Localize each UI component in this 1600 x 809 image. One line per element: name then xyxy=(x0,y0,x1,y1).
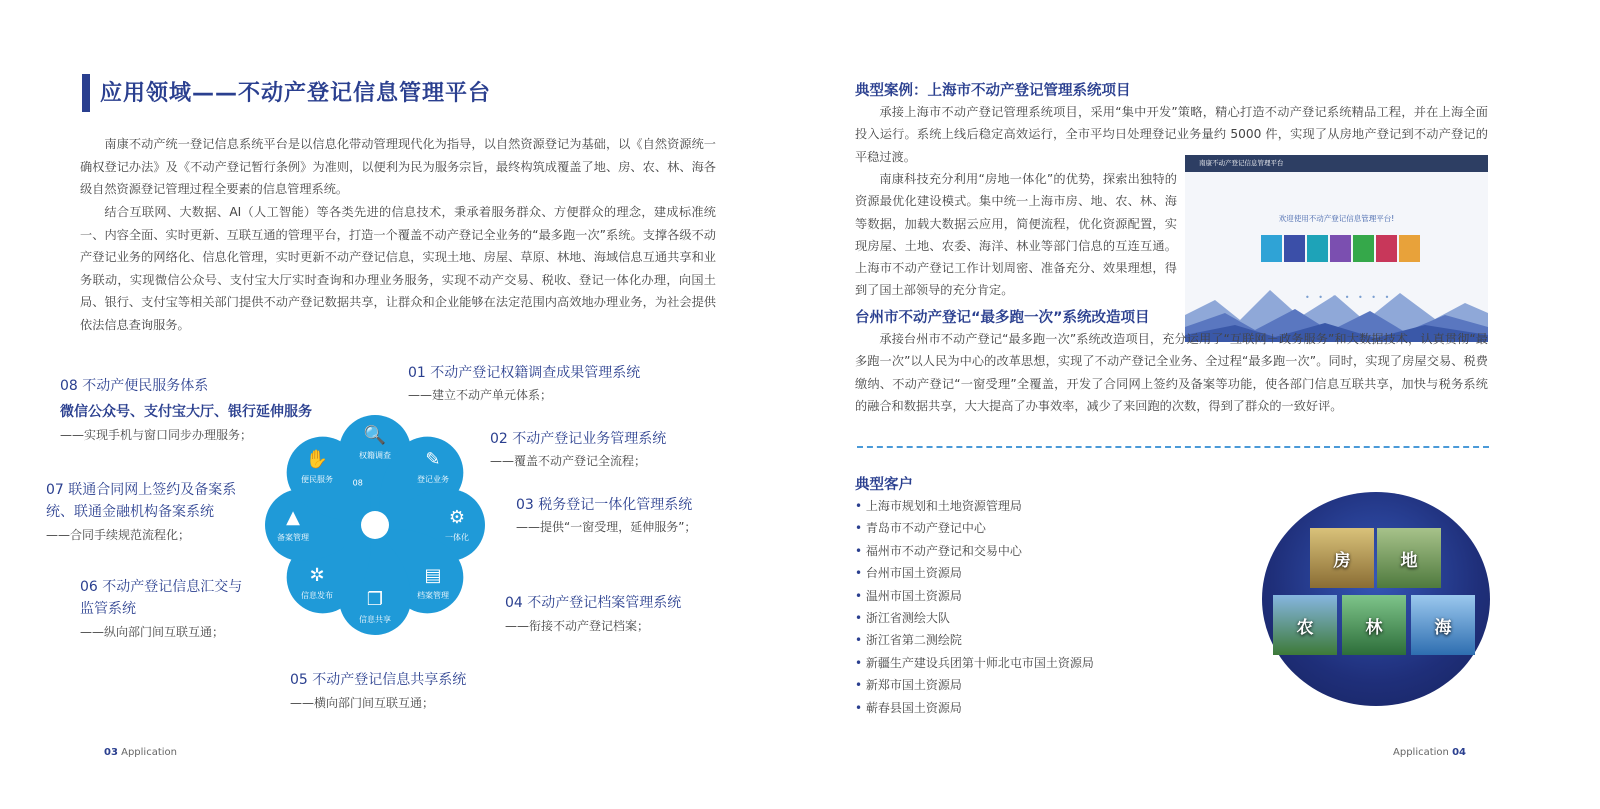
gear-icon: ⚙ xyxy=(448,507,466,528)
client-item: • 台州市国土资源局 xyxy=(855,562,1094,584)
client-item: • 蕲春县国土资源局 xyxy=(855,697,1094,719)
system-01-desc: ——建立不动产单元体系； xyxy=(408,388,553,402)
tile-agriculture: 农 xyxy=(1273,595,1337,655)
petal-label: 便民服务 xyxy=(301,475,334,485)
system-05-desc: ——横向部门间互联互通； xyxy=(290,696,435,710)
right-page-number: 04 xyxy=(1452,747,1466,758)
petal-label: 登记业务 xyxy=(416,475,449,485)
title-accent-bar xyxy=(82,74,90,112)
intro-paragraph-1: 南康不动产统一登记信息系统平台是以信息化带动管理现代化为指导，以自然资源登记为基础，以《自然资源统一确权登记办法》及《不动产登记暂行条例》为准则，以便利为民为服务宗旨，最终构筑成覆盖了地、房、农、林、海各级自然资源登记管理过程全要素的信息管理系统。 xyxy=(80,137,716,197)
client-item: • 浙江省第二测绘院 xyxy=(855,629,1094,651)
system-06-title-line2: 监管系统 xyxy=(80,601,136,617)
section-divider xyxy=(857,446,1489,448)
case2-title: 台州市不动产登记“最多跑一次”系统改造项目 xyxy=(855,310,1150,326)
system-08-title-line1: 08 不动产便民服务体系 xyxy=(60,378,209,394)
screenshot-pager-dots: • • • • • • • xyxy=(1305,293,1393,302)
tile-land: 地 xyxy=(1377,528,1441,588)
screenshot-tile xyxy=(1307,235,1328,262)
client-item: • 福州市不动产登记和交易中心 xyxy=(855,540,1094,562)
petal-label: 信息共享 xyxy=(359,615,391,624)
tile-sea: 海 xyxy=(1411,595,1475,655)
left-page-number: 03 xyxy=(104,747,118,758)
petal-label: 档案管理 xyxy=(416,590,449,600)
page-title: 应用领域——不动产登记信息管理平台 xyxy=(100,81,492,106)
system-02-desc: ——覆盖不动产登记全流程； xyxy=(490,454,647,468)
petal-label: 权籍调查 xyxy=(359,451,391,460)
handshake-icon: ✋ xyxy=(305,449,329,471)
petal-label: 信息发布 xyxy=(301,590,334,600)
client-list xyxy=(855,495,1094,719)
left-footer-text: Application xyxy=(121,747,177,758)
clients-title: 典型客户 xyxy=(855,477,913,493)
screenshot-app-title: 南康不动产登记信息管理平台 xyxy=(1199,159,1284,167)
network-icon: ✲ xyxy=(309,564,325,586)
system-04-title: 04 不动产登记档案管理系统 xyxy=(505,595,682,611)
flower-center xyxy=(361,511,389,539)
system-03-title: 03 税务登记一体化管理系统 xyxy=(516,497,693,513)
search-doc-icon: 🔍 xyxy=(363,425,387,446)
screenshot-tile xyxy=(1261,235,1282,262)
tile-house: 房 xyxy=(1310,528,1374,588)
system-07-desc: ——合同手续规范流程化； xyxy=(46,528,191,542)
system-screenshot xyxy=(1185,155,1488,342)
archive-box-icon: ▤ xyxy=(424,564,442,586)
petal-number: 08 xyxy=(352,478,363,488)
tile-forest: 林 xyxy=(1342,595,1406,655)
book-icon: ❐ xyxy=(366,589,384,610)
client-item: • 浙江省测绘大队 xyxy=(855,607,1094,629)
system-flower-diagram xyxy=(250,395,500,655)
system-04-desc: ——衔接不动产登记档案； xyxy=(505,619,650,633)
client-item: • 温州市国土资源局 xyxy=(855,585,1094,607)
right-footer xyxy=(1393,747,1466,758)
screenshot-welcome-text: 欢迎使用不动产登记信息管理平台! xyxy=(1278,214,1395,223)
system-07-title-line2: 统、联通金融机构备案系统 xyxy=(46,504,214,520)
case2-paragraph: 承接台州市不动产登记“最多跑一次”系统改造项目，充分运用了“互联网＋政务服务”和大数据技术，认真贯彻“最多跑一次”以人民为中心的改革思想，实现了不动产登记全业务、全过程“最多跑一次”。同时，实现了房屋交易、税费缴纳、不动产登记“一窗受理”全覆盖，开发了合同网上签约及备案等功能，使各部门信息互联共享，加快与税务系统的融合和数据共享，大大提高了办事效率，减少了来回跑的次数，得到了群众的一致好评。 xyxy=(855,332,1488,413)
case1-paragraph-2: 南康科技充分利用“房地一体化”的优势，探索出独特的资源最优化建设模式。集中统一上海市房、地、农、林、海等数据，加载大数据云应用，简便流程，优化资源配置，实现房屋、土地、农委、海洋、林业等部门信息的互连互通。上海市不动产登记工作计划周密、准备充分、效果理想，得到了国土部领导的充分肯定。 xyxy=(855,172,1177,298)
system-08-desc: ——实现手机与窗口同步办理服务； xyxy=(60,428,253,442)
system-07-title-line1: 07 联通合同网上签约及备案系 xyxy=(46,482,237,498)
screenshot-tile xyxy=(1330,235,1351,262)
client-item: • 新疆生产建设兵团第十师北屯市国土资源局 xyxy=(855,652,1094,674)
system-06-desc: ——纵向部门间互联互通； xyxy=(80,625,225,639)
system-06-title-line1: 06 不动产登记信息汇交与 xyxy=(80,579,243,595)
system-01-title: 01 不动产登记权籍调查成果管理系统 xyxy=(408,365,641,381)
client-item: • 青岛市不动产登记中心 xyxy=(855,517,1094,539)
system-08-title-line2: 微信公众号、支付宝大厅、银行延伸服务 xyxy=(60,404,312,420)
system-02-title: 02 不动产登记业务管理系统 xyxy=(490,431,667,447)
document-edit-icon: ✎ xyxy=(425,449,441,471)
screenshot-tile xyxy=(1353,235,1374,262)
client-item: • 新郑市国土资源局 xyxy=(855,674,1094,696)
screenshot-tile xyxy=(1284,235,1305,262)
intro-paragraph-2: 结合互联网、大数据、AI（人工智能）等各类先进的信息技术，秉承着服务群众、方便群众的理念，建成标准统一、内容全面、实时更新、互联互通的管理平台，打造一个覆盖不动产登记全业务的“最多跑一次”系统。支撑各级不动产登记业务的网络化、信息化管理，实时更新不动产登记信息，实现土地、房屋、草原、林地、海域信息互通共享和业务联动，实现微信公众号、支付宝大厅实时查询和办理业务服务，实现不动产交易、税收、登记一体化办理，向国土局、银行、支付宝等相关部门提供不动产登记数据共享，让群众和企业能够在法定范围内高效地办理业务，为社会提供依法信息查询服务。 xyxy=(80,205,716,332)
petal-label: 备案管理 xyxy=(277,533,309,542)
right-footer-text: Application xyxy=(1393,747,1449,758)
petal-label: 一体化 xyxy=(445,533,469,542)
left-footer xyxy=(104,747,177,758)
resource-circle-graphic xyxy=(1262,492,1490,706)
case1-paragraph-1: 承接上海市不动产登记管理系统项目，采用“集中开发”策略，精心打造不动产登记系统精品工程，并在上海全面投入运行。系统上线后稳定高效运行，全市平均日处理登记业务量约 5000 件，实现了从房地产登记到不动产登记的平稳过渡。 xyxy=(855,105,1488,164)
client-item: • 上海市规划和土地资源管理局 xyxy=(855,495,1094,517)
system-05-title: 05 不动产登记信息共享系统 xyxy=(290,672,467,688)
screenshot-tile xyxy=(1399,235,1420,262)
case1-title: 典型案例：上海市不动产登记管理系统项目 xyxy=(855,83,1131,99)
system-03-desc: ——提供“一窗受理，延伸服务”； xyxy=(516,520,697,534)
chart-up-icon: ▲ xyxy=(286,507,300,528)
screenshot-tile xyxy=(1376,235,1397,262)
